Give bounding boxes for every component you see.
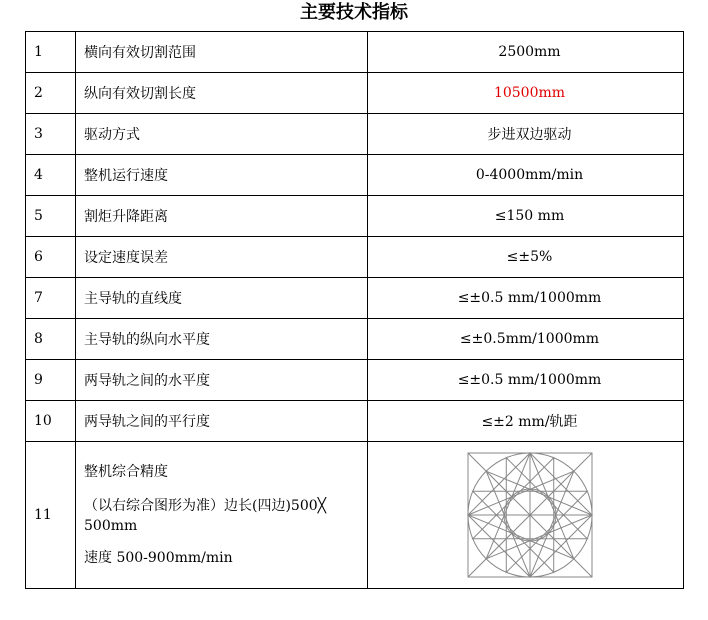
row-number: 10	[26, 401, 76, 442]
table-row	[26, 114, 684, 155]
row-label: 驱动方式	[76, 114, 368, 155]
row-value-highlighted: 10500mm	[368, 73, 684, 114]
row-value: 2500mm	[368, 32, 684, 73]
row-number: 11	[26, 442, 76, 589]
row-value: 0-4000mm/min	[368, 155, 684, 196]
row-label: 纵向有效切割长度	[76, 73, 368, 114]
row-label: 主导轨的纵向水平度	[76, 319, 368, 360]
row-value: 步进双边驱动	[368, 114, 684, 155]
row-value: ≤150 mm	[368, 196, 684, 237]
row-number: 3	[26, 114, 76, 155]
table-row	[26, 442, 684, 589]
row-number: 9	[26, 360, 76, 401]
row-value: ≤±2 mm/轨距	[368, 401, 684, 442]
row-label: 两导轨之间的平行度	[76, 401, 368, 442]
table-row	[26, 360, 684, 401]
label-line: （以右综合图形为准）边长(四边)500╳	[84, 498, 327, 514]
table-row	[26, 32, 684, 73]
label-line: 整机综合精度	[84, 464, 168, 480]
row-number: 1	[26, 32, 76, 73]
table-row	[26, 73, 684, 114]
row-value-figure	[368, 442, 684, 589]
row-label: 整机运行速度	[76, 155, 368, 196]
table-row	[26, 237, 684, 278]
page-title: 主要技术指标	[300, 2, 408, 23]
row-number: 2	[26, 73, 76, 114]
table-row	[26, 319, 684, 360]
row-label: 主导轨的直线度	[76, 278, 368, 319]
table-row	[26, 401, 684, 442]
row-label-multiline	[76, 442, 368, 589]
table-row	[26, 278, 684, 319]
row-value: ≤±0.5 mm/1000mm	[368, 278, 684, 319]
table-row	[26, 155, 684, 196]
row-number: 8	[26, 319, 76, 360]
row-label: 割炬升降距离	[76, 196, 368, 237]
row-number: 6	[26, 237, 76, 278]
table-row	[26, 196, 684, 237]
label-line: 500mm	[84, 518, 138, 534]
spec-table	[25, 31, 684, 589]
row-label: 设定速度误差	[76, 237, 368, 278]
row-label: 两导轨之间的水平度	[76, 360, 368, 401]
row-label: 横向有效切割范围	[76, 32, 368, 73]
row-value: ≤±5%	[368, 237, 684, 278]
row-value: ≤±0.5 mm/1000mm	[368, 360, 684, 401]
row-number: 5	[26, 196, 76, 237]
row-number: 7	[26, 278, 76, 319]
accuracy-test-figure	[465, 450, 595, 580]
row-number: 4	[26, 155, 76, 196]
label-line: 速度 500-900mm/min	[84, 550, 233, 566]
row-value: ≤±0.5mm/1000mm	[368, 319, 684, 360]
